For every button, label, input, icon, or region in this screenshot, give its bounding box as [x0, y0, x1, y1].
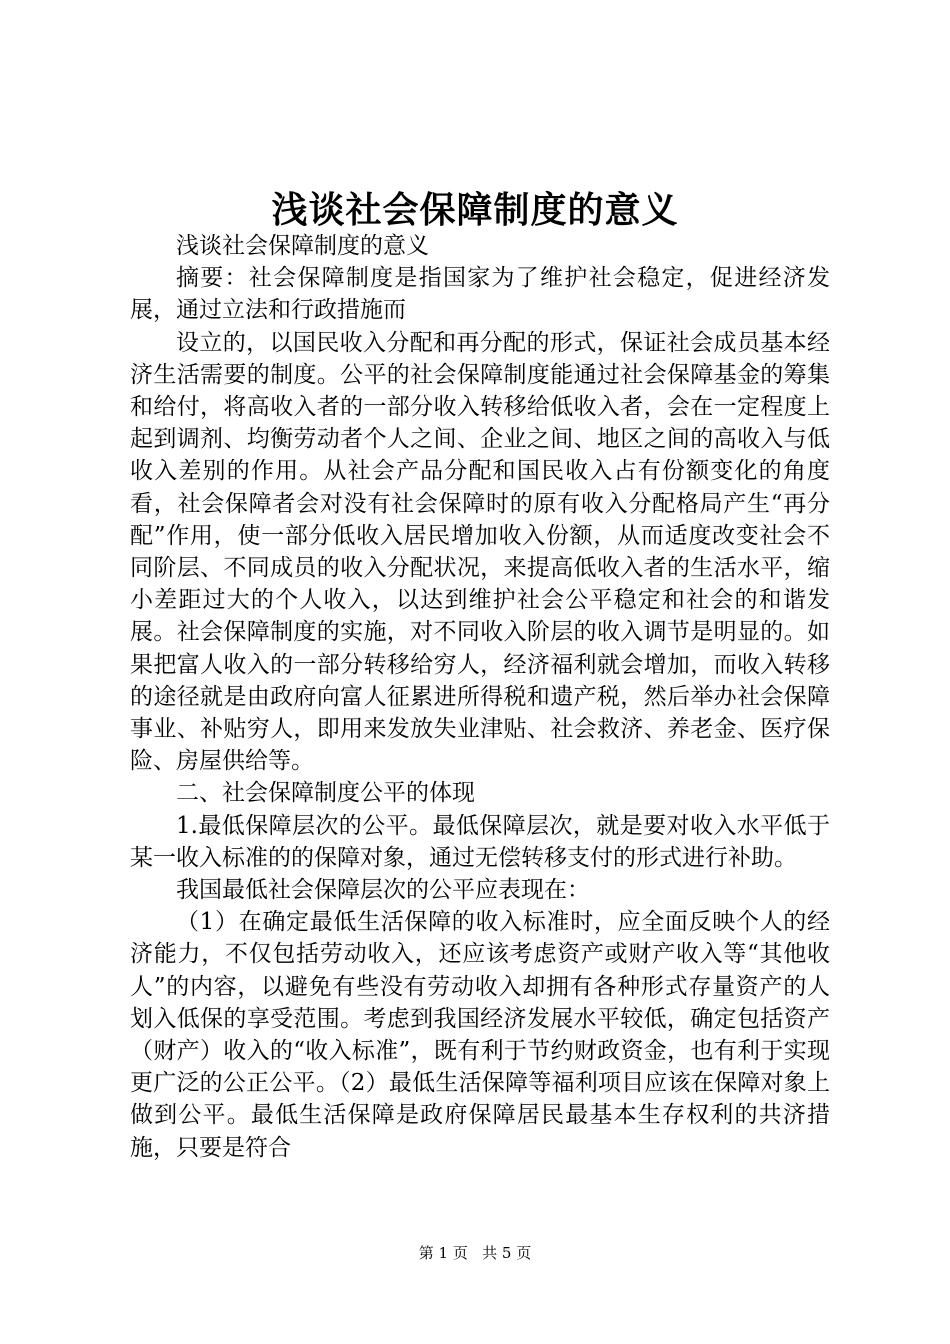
section-heading: 二、社会保障制度公平的体现: [176, 780, 475, 807]
document-body: [130, 230, 830, 1164]
paragraph-body: 1.最低保障层次的公平。最低保障层次，就是要对收入水平低于某一收入标准的的保障对象，通过无偿转移支付的形式进行补助。: [130, 812, 830, 871]
paragraph-body: 我国最低社会保障层次的公平应表现在：: [176, 877, 590, 904]
page-number: 第 1 页 共 5 页: [418, 1244, 532, 1262]
paragraph-body: （1）在确定最低生活保障的收入标准时，应全面反映个人的经济能力，不仅包括劳动收入，还应该考虑资产或财产收入等“其他收人”的内容，以避免有些没有劳动收入却拥有各种形式存量资产的人划入低保的享受范围。考虑到我国经济发展水平较低，确定包括资产（财产）收入的“收入标准”，既有利于节约财政资金，也有利于实现更广泛的公正公平。（2）最低生活保障等福利项目应该在保障对象上做到公平。最低生活保障是政府保障居民最基本生存权利的共济措施，只要是符合: [130, 909, 830, 1161]
paragraph-abstract: 摘要：社会保障制度是指国家为了维护社会稳定，促进经济发展，通过立法和行政措施而: [130, 265, 830, 324]
page-footer: [0, 1243, 950, 1263]
page-title: 浅谈社会保障制度的意义: [271, 189, 679, 231]
paragraph-body: 设立的，以国民收入分配和再分配的形式，保证社会成员基本经济生活需要的制度。公平的社会保障制度能通过社会保障基金的筹集和给付，将高收入者的一部分收入转移给低收入者，会在一定程度上起到调剂、均衡劳动者个人之间、企业之间、地区之间的高收入与低收入差别的作用。从社会产品分配和国民收入占有份额变化的角度看，社会保障者会对没有社会保障时的原有收入分配格局产生“再分配”作用，使一部分低收入居民增加收入份额，从而适度改变社会不同阶层、不同成员的收入分配状况，来提高低收入者的生活水平，缩小差距过大的个人收入，以达到维护社会公平稳定和社会的和谐发展。社会保障制度的实施，对不同收入阶层的收入调节是明显的。如果把富人收入的一部分转移给穷人，经济福利就会增加，而收入转移的途径就是由政府向富人征累进所得税和遗产税，然后举办社会保障事业、补贴穷人，即用来发放失业津贴、社会救济、养老金、医疗保险、房屋供给等。: [130, 329, 830, 775]
paragraph-subtitle: 浅谈社会保障制度的意义: [176, 233, 429, 259]
